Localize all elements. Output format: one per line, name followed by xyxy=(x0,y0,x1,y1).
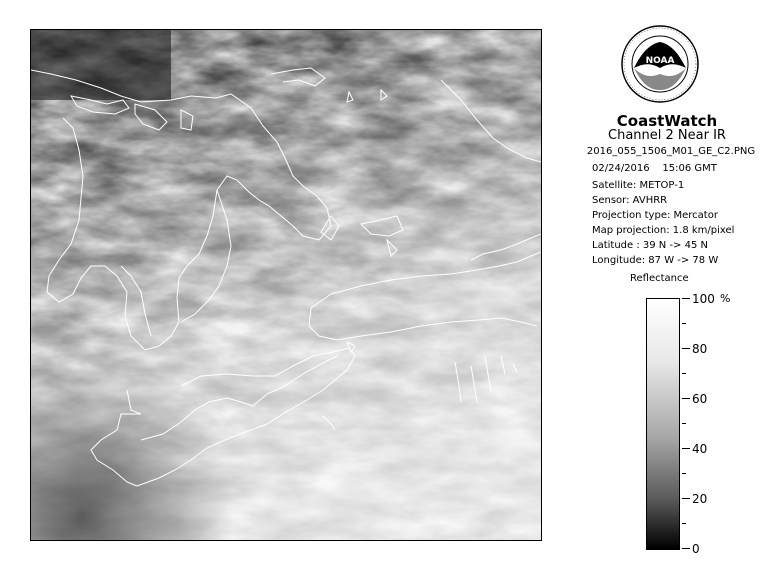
longitude-label: Longitude: 87 W -> 78 W xyxy=(592,255,719,266)
noaa-logo-text: NOAA xyxy=(645,56,675,66)
filename-label: 2016_055_1506_M01_GE_C2.PNG xyxy=(586,146,756,157)
tick-minor xyxy=(682,423,686,424)
tick-label-40: 40 xyxy=(692,442,708,456)
tick-80 xyxy=(682,348,690,349)
tick-20 xyxy=(682,498,690,499)
map-svg xyxy=(31,30,541,540)
noaa-logo xyxy=(620,24,700,104)
tick-minor xyxy=(682,523,686,524)
tick-label-60: 60 xyxy=(692,392,708,406)
sensor-label: Sensor: AVHRR xyxy=(592,195,668,206)
tick-100 xyxy=(682,298,690,299)
projection-type-label: Projection type: Mercator xyxy=(592,210,718,221)
satellite-map xyxy=(30,29,542,541)
date-label: 02/24/2016 xyxy=(592,163,650,174)
time-label: 15:06 GMT xyxy=(662,163,717,174)
latitude-label: Latitude : 39 N -> 45 N xyxy=(592,240,708,251)
dark-patch xyxy=(31,30,541,540)
tick-minor xyxy=(682,373,686,374)
satellite-label: Satellite: METOP-1 xyxy=(592,180,685,191)
tick-minor xyxy=(682,323,686,324)
dark-region-north xyxy=(31,30,171,100)
tick-label-100: 100 xyxy=(692,292,715,306)
noaa-seal-icon xyxy=(620,24,700,104)
brand-title: CoastWatch xyxy=(616,112,718,130)
tick-60 xyxy=(682,398,690,399)
tick-label-80: 80 xyxy=(692,342,708,356)
channel-label: Channel 2 Near IR xyxy=(608,128,726,143)
map-projection-label: Map projection: 1.8 km/pixel xyxy=(592,225,735,236)
tick-40 xyxy=(682,448,690,449)
tick-label-20: 20 xyxy=(692,492,708,506)
legend-title: Reflectance xyxy=(630,273,689,284)
tick-label-0: 0 xyxy=(692,542,700,556)
legend-unit: % xyxy=(720,292,731,305)
datetime-row xyxy=(592,163,782,175)
tick-minor xyxy=(682,473,686,474)
tick-0 xyxy=(682,548,690,549)
reflectance-colorbar xyxy=(646,298,680,550)
